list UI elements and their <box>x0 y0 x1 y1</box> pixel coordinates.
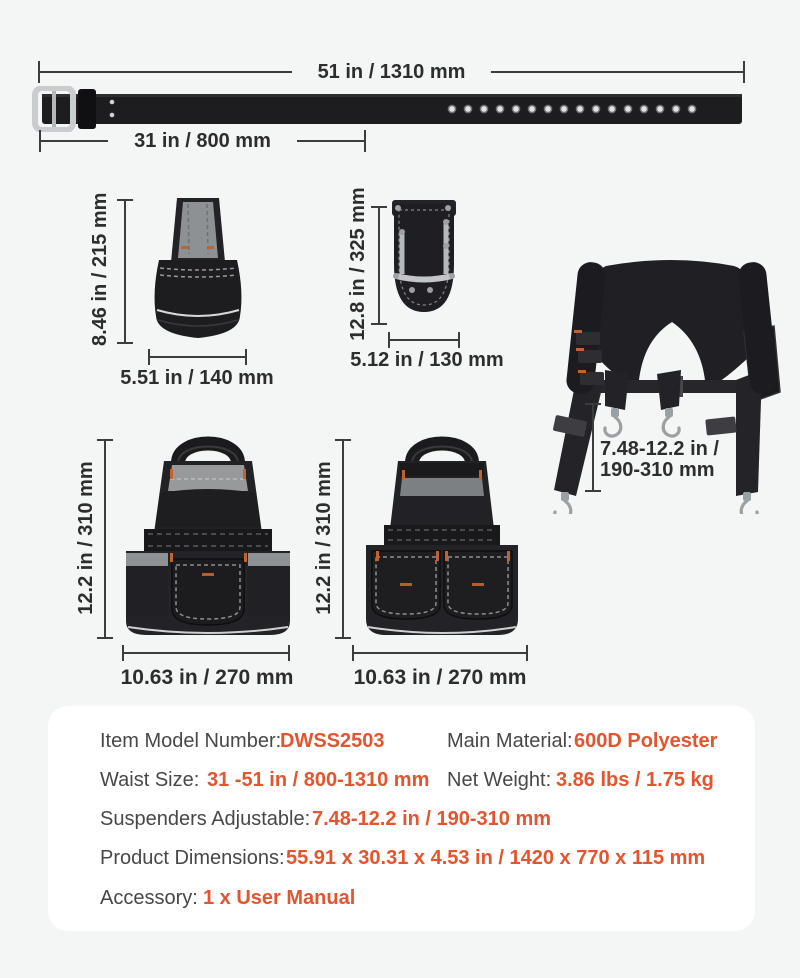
dimension-line <box>297 140 364 142</box>
spec-main-material-value: 600D Polyester <box>574 730 718 752</box>
spec-card <box>48 706 755 931</box>
belt-min-length-label: 31 in / 800 mm <box>134 129 271 152</box>
small-pouch-image <box>143 196 253 344</box>
belt-image <box>28 86 750 132</box>
small-pouch-height-label: 8.46 in / 215 mm <box>89 192 111 346</box>
dimension-line <box>491 71 743 73</box>
right-pouch-width-label: 10.63 in / 270 mm <box>353 666 527 689</box>
dimension-tick <box>743 61 745 83</box>
spec-main-material-label: Main Material: <box>447 730 573 752</box>
spec-suspenders-adjustable-label: Suspenders Adjustable: <box>100 808 311 830</box>
dimension-line <box>40 71 292 73</box>
suspenders-adjust-label <box>600 439 719 481</box>
suspenders-adjust-label-line1: 7.48-12.2 in / <box>600 438 719 460</box>
right-pouch-height-label: 12.2 in / 310 mm <box>313 461 335 615</box>
small-pouch-width-label: 5.51 in / 140 mm <box>120 367 274 389</box>
holster-height-label: 12.8 in / 325 mm <box>347 187 369 341</box>
belt-min-length-dimension <box>39 127 366 155</box>
spec-net-weight-label: Net Weight: <box>447 769 552 791</box>
small-pouch-height-dimension <box>117 199 133 344</box>
left-pouch-width-dimension <box>122 645 290 661</box>
spec-waist-size-value: 31 -51 in / 800-1310 mm <box>207 769 430 791</box>
spec-product-dimensions-label: Product Dimensions: <box>100 847 285 869</box>
dimension-line <box>41 140 108 142</box>
left-pouch-height-dimension <box>97 439 113 639</box>
spec-net-weight-value: 3.86 lbs / 1.75 kg <box>556 769 714 791</box>
holster-width-dimension <box>388 332 460 348</box>
left-pouch-width-label: 10.63 in / 270 mm <box>120 666 294 689</box>
dimension-tick <box>364 130 366 152</box>
spec-suspenders-adjustable-value: 7.48-12.2 in / 190-310 mm <box>312 808 552 830</box>
holster-height-dimension <box>371 206 387 325</box>
spec-accessory-value: 1 x User Manual <box>203 887 356 909</box>
small-pouch-width-dimension <box>148 349 247 365</box>
right-tool-pouch-image <box>352 433 532 641</box>
suspenders-adjust-dimension <box>585 403 601 492</box>
spec-waist-size-label: Waist Size: <box>100 769 200 791</box>
belt-total-length-label: 51 in / 1310 mm <box>317 60 466 83</box>
belt-total-length-dimension <box>38 58 745 86</box>
right-pouch-width-dimension <box>352 645 528 661</box>
left-pouch-height-label: 12.2 in / 310 mm <box>75 461 97 615</box>
spec-item-model-number-value: DWSS2503 <box>280 730 385 752</box>
spec-accessory-label: Accessory: <box>100 887 198 909</box>
holster-image <box>386 198 462 328</box>
left-tool-pouch-image <box>118 433 298 641</box>
right-pouch-height-dimension <box>335 439 351 639</box>
spec-item-model-number-label: Item Model Number: <box>100 730 282 752</box>
spec-product-dimensions-value: 55.91 x 30.31 x 4.53 in / 1420 x 770 x 115 mm <box>286 847 706 869</box>
holster-width-label: 5.12 in / 130 mm <box>350 349 504 371</box>
suspenders-adjust-label-line2: 190-310 mm <box>600 459 715 481</box>
